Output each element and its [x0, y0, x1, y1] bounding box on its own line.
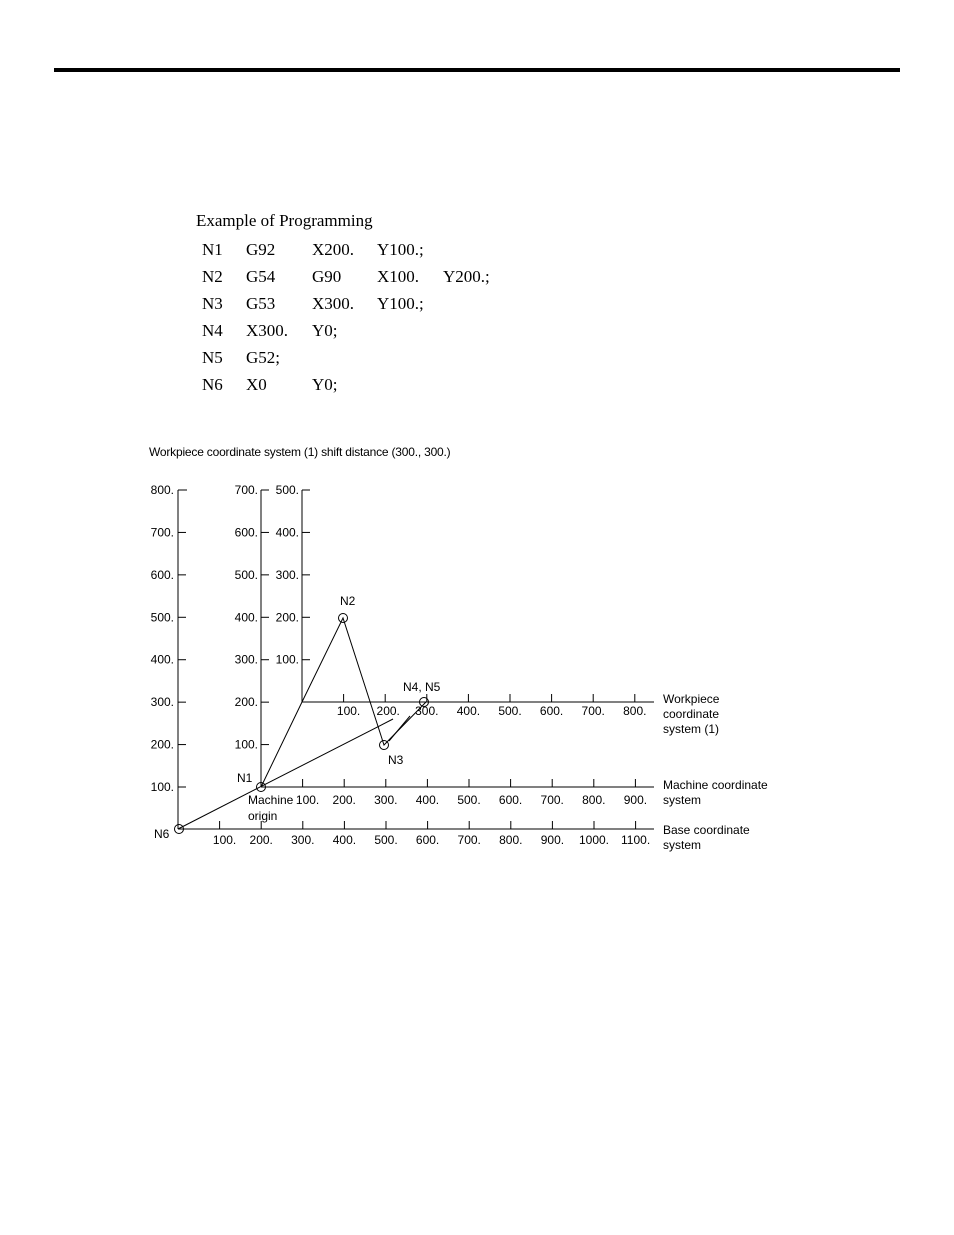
machine-system-label: Machine coordinate: [663, 778, 768, 792]
program-token: X100.: [377, 267, 420, 286]
workpiece-x-tick-label: 200.: [376, 704, 400, 718]
program-token: Y100.;: [377, 294, 424, 313]
program-token: N4: [202, 321, 223, 340]
base-y-tick-label: 200.: [150, 737, 174, 752]
program-token: G53: [246, 294, 276, 313]
program-token: N2: [202, 267, 223, 286]
program-token: G90: [312, 267, 342, 286]
workpiece-x-tick-label: 600.: [539, 704, 564, 718]
machine-y-tick-label: 100.: [234, 737, 258, 752]
workpiece-x-tick-label: 700.: [581, 704, 605, 718]
workpiece-x-tick-label: 300.: [415, 704, 439, 718]
machine-y-tick-label: 400.: [234, 610, 258, 625]
program-token: Y200.;: [443, 267, 490, 286]
base-x-tick-label: 400.: [332, 833, 357, 847]
program-token: X300.: [312, 294, 355, 313]
program-token: G92: [246, 240, 276, 259]
workpiece-y-tick-label: 300.: [275, 567, 299, 582]
point-label-n2: N2: [340, 594, 356, 608]
base-y-tick-label: 500.: [150, 610, 174, 625]
program-token: N1: [202, 240, 223, 259]
base-x-tick-label: 200.: [249, 833, 273, 847]
base-x-tick-label: 800.: [499, 833, 523, 847]
machine-x-tick-label: 200.: [332, 793, 356, 807]
program-token: Y0;: [312, 321, 338, 340]
point-label-n6: N6: [154, 827, 170, 841]
base-y-tick-label: 700.: [150, 525, 174, 540]
workpiece-x-tick-label: 500.: [498, 704, 522, 718]
base-y-tick-label: 600.: [150, 567, 174, 582]
machine-origin-label: origin: [248, 809, 278, 823]
workpiece-y-tick-label: 500.: [275, 483, 299, 497]
workpiece-y-tick-label: 100.: [275, 652, 299, 667]
program-token: X0: [246, 375, 267, 394]
program-token: Y0;: [312, 375, 338, 394]
base-x-tick-label: 1100.: [621, 833, 651, 847]
machine-x-tick-label: 600.: [498, 793, 523, 807]
base-y-tick-label: 800.: [150, 483, 174, 497]
machine-x-tick-label: 300.: [374, 793, 398, 807]
program-token: N5: [202, 348, 223, 367]
base-x-tick-label: 500.: [374, 833, 398, 847]
machine-y-tick-label: 600.: [234, 525, 258, 540]
program-token: N3: [202, 294, 223, 313]
workpiece-system-label: system (1): [663, 722, 720, 736]
machine-y-tick-label: 500.: [234, 567, 258, 582]
workpiece-x-tick-label: 100.: [336, 704, 361, 718]
base-x-tick-label: 600.: [415, 833, 440, 847]
workpiece-system-label: coordinate: [663, 707, 720, 721]
machine-x-tick-label: 800.: [582, 793, 606, 807]
program-token: N6: [202, 375, 223, 394]
base-x-tick-label: 100.: [212, 833, 237, 847]
machine-y-tick-label: 700.: [234, 483, 258, 497]
workpiece-y-tick-label: 200.: [275, 610, 299, 625]
base-y-tick-label: 300.: [150, 695, 174, 710]
machine-system-label: system: [663, 793, 702, 807]
program-token: G54: [246, 267, 276, 286]
machine-x-tick-label: 900.: [623, 793, 648, 807]
workpiece-system-label: Workpiece: [663, 692, 720, 706]
base-y-tick-label: 400.: [150, 652, 174, 667]
machine-x-tick-label: 700.: [540, 793, 564, 807]
diagram-caption: Workpiece coordinate system (1) shift distance (300., 300.): [149, 445, 451, 459]
base-x-tick-label: 1000.: [578, 833, 610, 847]
program-token: X300.: [246, 321, 289, 340]
machine-x-tick-label: 500.: [457, 793, 481, 807]
workpiece-x-tick-label: 800.: [623, 704, 647, 718]
workpiece-x-tick-label: 400.: [456, 704, 481, 718]
program-token: X200.: [312, 240, 355, 259]
machine-origin-label: Machine: [248, 793, 294, 807]
program-token: Y100.;: [377, 240, 424, 259]
program-title: Example of Programming: [196, 211, 373, 230]
base-system-label: system: [663, 838, 702, 852]
base-x-tick-label: 700.: [457, 833, 481, 847]
base-y-tick-label: 100.: [150, 780, 174, 795]
base-system-label: Base coordinate: [663, 823, 750, 837]
point-label-n4n5: N4, N5: [403, 680, 441, 694]
machine-x-tick-label: 400.: [415, 793, 440, 807]
point-label-n3: N3: [388, 753, 404, 767]
machine-y-tick-label: 200.: [234, 695, 258, 710]
base-x-tick-label: 900.: [540, 833, 565, 847]
point-label-n1: N1: [237, 771, 253, 785]
program-token: G52;: [246, 348, 280, 367]
machine-x-tick-label: 100.: [295, 793, 320, 807]
base-x-tick-label: 300.: [291, 833, 315, 847]
machine-y-tick-label: 300.: [234, 652, 258, 667]
workpiece-y-tick-label: 400.: [275, 525, 299, 540]
